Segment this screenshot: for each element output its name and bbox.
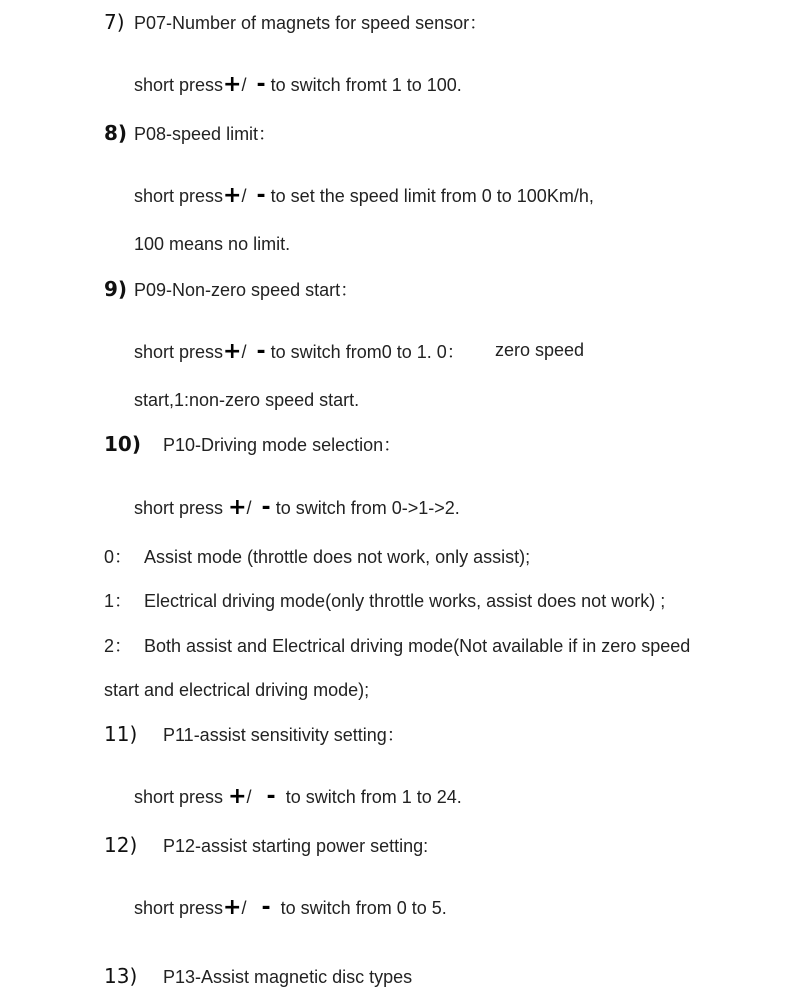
plus-icon: + [223,895,242,920]
slash-separator: / [241,186,247,206]
instruction-suffix: to set the speed limit from 0 to 100Km/h, [270,186,594,206]
section-number: 10) [104,432,141,456]
plus-icon: + [228,495,247,520]
minus-icon: - [256,183,266,208]
slash-separator: / [241,898,247,918]
section-title: P09-Non-zero speed start： [134,280,359,300]
section-title: P08-speed limit： [134,124,277,144]
instruction-line [134,185,594,207]
minus-icon: - [261,495,271,520]
instruction-suffix: to switch from 0->1->2. [275,498,460,518]
instruction-prefix: short press [134,498,224,518]
instruction-line [134,341,465,363]
slash-separator: / [246,498,252,518]
minus-icon: - [256,72,266,97]
instruction-suffix: to switch from0 to 1. 0： [270,342,465,362]
minus-icon: - [261,895,271,920]
mode-continuation: start and electrical driving mode); [104,680,370,700]
section-number: 9) [104,277,128,301]
instruction-suffix-continued: zero speed [495,340,585,360]
mode-key: 0： [104,547,133,567]
instruction-line [134,74,462,96]
section-number: 12) [104,833,138,857]
section-title: P12-assist starting power setting: [163,836,429,856]
mode-description: Assist mode (throttle does not work, only assist); [144,547,531,567]
plus-icon: + [223,72,242,97]
section-title: P10-Driving mode selection： [163,435,402,455]
instruction-line [134,497,460,519]
instruction-prefix: short press [134,898,224,918]
section-number: 8) [104,121,128,145]
plus-icon: + [223,339,242,364]
section-number: 13) [104,964,138,988]
slash-separator: / [241,342,247,362]
minus-icon: - [266,784,276,809]
minus-icon: - [256,339,266,364]
section-title: P07-Number of magnets for speed sensor： [134,13,488,33]
plus-icon: + [223,183,242,208]
instruction-line [134,786,462,808]
instruction-prefix: short press [134,75,224,95]
section-number: 7) [104,10,125,34]
instruction-suffix: to switch fromt 1 to 100. [270,75,462,95]
slash-separator: / [241,75,247,95]
instruction-line [134,897,447,919]
mode-key: 2： [104,636,133,656]
mode-description: Electrical driving mode(only throttle works, assist does not work) ; [144,591,666,611]
instruction-extra: start,1:non-zero speed start. [134,390,360,410]
instruction-extra: 100 means no limit. [134,234,291,254]
instruction-prefix: short press [134,342,224,362]
slash-separator: / [246,787,252,807]
section-title: P13-Assist magnetic disc types [163,967,413,987]
section-number: 11) [104,722,138,746]
plus-icon: + [228,784,247,809]
mode-key: 1： [104,591,133,611]
instruction-suffix: to switch from 1 to 24. [285,787,462,807]
mode-description: Both assist and Electrical driving mode(Not available if in zero speed [144,636,691,656]
instruction-prefix: short press [134,186,224,206]
instruction-prefix: short press [134,787,224,807]
instruction-suffix: to switch from 0 to 5. [280,898,447,918]
section-title: P11-assist sensitivity setting： [163,725,405,745]
